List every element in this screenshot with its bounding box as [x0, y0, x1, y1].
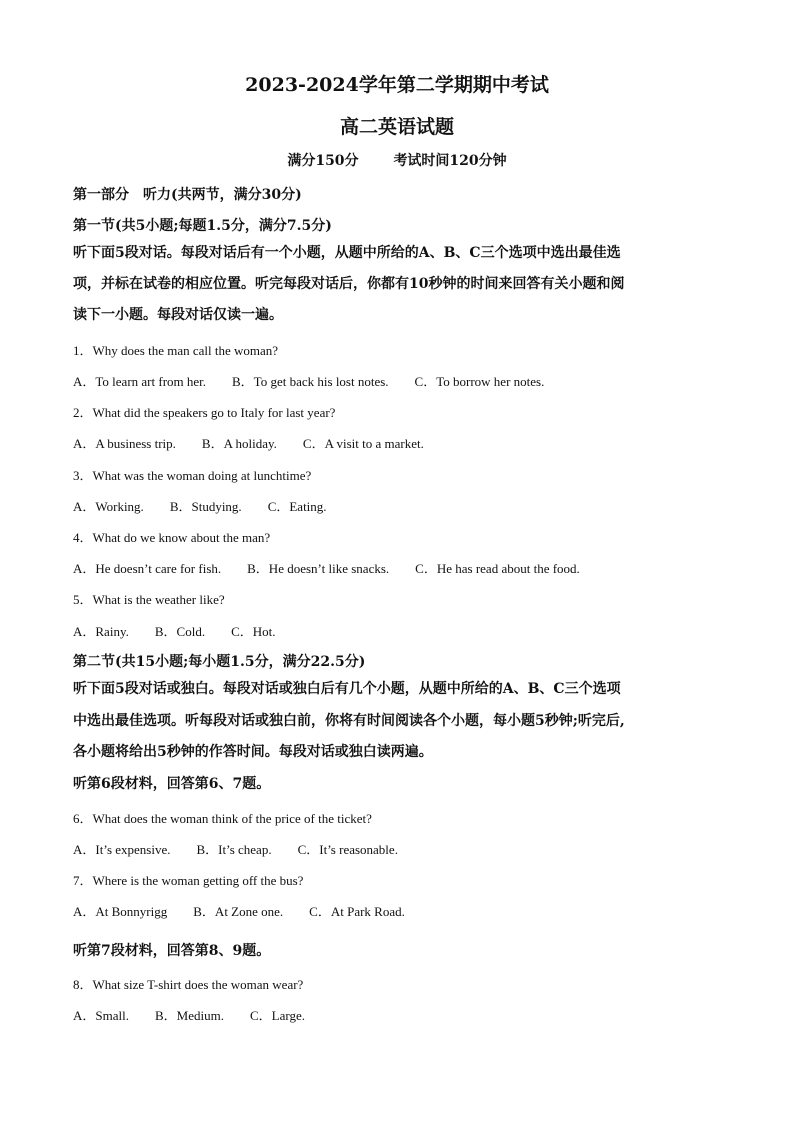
exam-title: 2023-2024学年第二学期期中考试	[245, 74, 549, 96]
material-6-heading: 听第6段材料，回答第6、7题。	[73, 776, 271, 792]
section2-instructions-line-3: 各小题将给出5秒钟的作答时间。每段对话或独白读两遍。	[73, 744, 433, 760]
question-7: 7．Where is the woman getting off the bus?	[73, 873, 304, 888]
option-a: A．To learn art from her.	[73, 374, 207, 389]
option-b: B．To get back his lost notes.	[232, 374, 389, 389]
option-a: A．Rainy.	[73, 624, 129, 639]
option-a: A．A business trip.	[73, 436, 176, 451]
question-1: 1．Why does the man call the woman?	[73, 343, 279, 358]
option-b: B．It’s cheap.	[196, 842, 272, 857]
question-6: 6．What does the woman think of the price of the ticket?	[73, 811, 372, 826]
section1-instructions-line-3: 读下一小题。每段对话仅读一遍。	[73, 307, 283, 323]
question-4-options	[73, 558, 580, 577]
question-7-options	[73, 901, 405, 920]
option-c: C．Eating.	[267, 499, 327, 514]
option-c: C．Large.	[249, 1008, 305, 1023]
option-a: A．At Bonnyrigg	[73, 904, 168, 919]
section2-instructions-line-1: 听下面5段对话或独白。每段对话或独白后有几个小题，从题中所给的A、B、C三个选项	[73, 681, 621, 697]
total-score: 满分150分	[287, 153, 359, 169]
question-3-options	[73, 496, 327, 515]
question-1-options	[73, 371, 544, 390]
question-8: 8．What size T-shirt does the woman wear?	[73, 977, 304, 992]
option-a: A．Working.	[73, 499, 144, 514]
section2-heading: 第二节(共15小题;每小题1.5分，满分22.5分)	[73, 654, 366, 670]
option-c: C．He has read about the food.	[415, 561, 580, 576]
question-5-options	[73, 621, 276, 640]
part1-heading: 第一部分 听力(共两节，满分30分)	[73, 187, 302, 203]
exam-meta	[0, 150, 794, 170]
option-b: B．Medium.	[154, 1008, 224, 1023]
option-b: B．Studying.	[169, 499, 242, 514]
option-a: A．He doesn’t care for fish.	[73, 561, 222, 576]
question-8-options	[73, 1005, 305, 1024]
material-7-heading: 听第7段材料，回答第8、9题。	[73, 943, 271, 959]
option-b: B．At Zone one.	[193, 904, 284, 919]
option-b: B．Cold.	[154, 624, 206, 639]
exam-subtitle: 高二英语试题	[339, 116, 454, 138]
question-3: 3．What was the woman doing at lunchtime?	[73, 468, 312, 483]
question-6-options	[73, 839, 398, 858]
section1-heading: 第一节(共5小题;每题1.5分，满分7.5分)	[73, 218, 332, 234]
option-a: A．Small.	[73, 1008, 129, 1023]
option-b: B．He doesn’t like snacks.	[247, 561, 390, 576]
option-b: B．A holiday.	[201, 436, 277, 451]
exam-duration: 考试时间120分钟	[393, 153, 507, 169]
question-2: 2．What did the speakers go to Italy for last year?	[73, 405, 336, 420]
option-c: C．To borrow her notes.	[414, 374, 545, 389]
question-4: 4．What do we know about the man?	[73, 530, 271, 545]
section2-instructions-line-2: 中选出最佳选项。听每段对话或独白前，你将有时间阅读各个小题，每小题5秒钟;听完后,	[73, 713, 625, 729]
option-c: C．At Park Road.	[309, 904, 405, 919]
option-c: C．It’s reasonable.	[297, 842, 398, 857]
question-5: 5．What is the weather like?	[73, 592, 225, 607]
section1-instructions-line-1: 听下面5段对话。每段对话后有一个小题，从题中所给的A、B、C三个选项中选出最佳选	[73, 245, 621, 261]
section1-instructions-line-2: 项，并标在试卷的相应位置。听完每段对话后，你都有10秒钟的时间来回答有关小题和阅	[73, 276, 625, 292]
question-2-options	[73, 433, 424, 452]
option-c: C．Hot.	[231, 624, 276, 639]
option-c: C．A visit to a market.	[302, 436, 424, 451]
option-a: A．It’s expensive.	[73, 842, 171, 857]
